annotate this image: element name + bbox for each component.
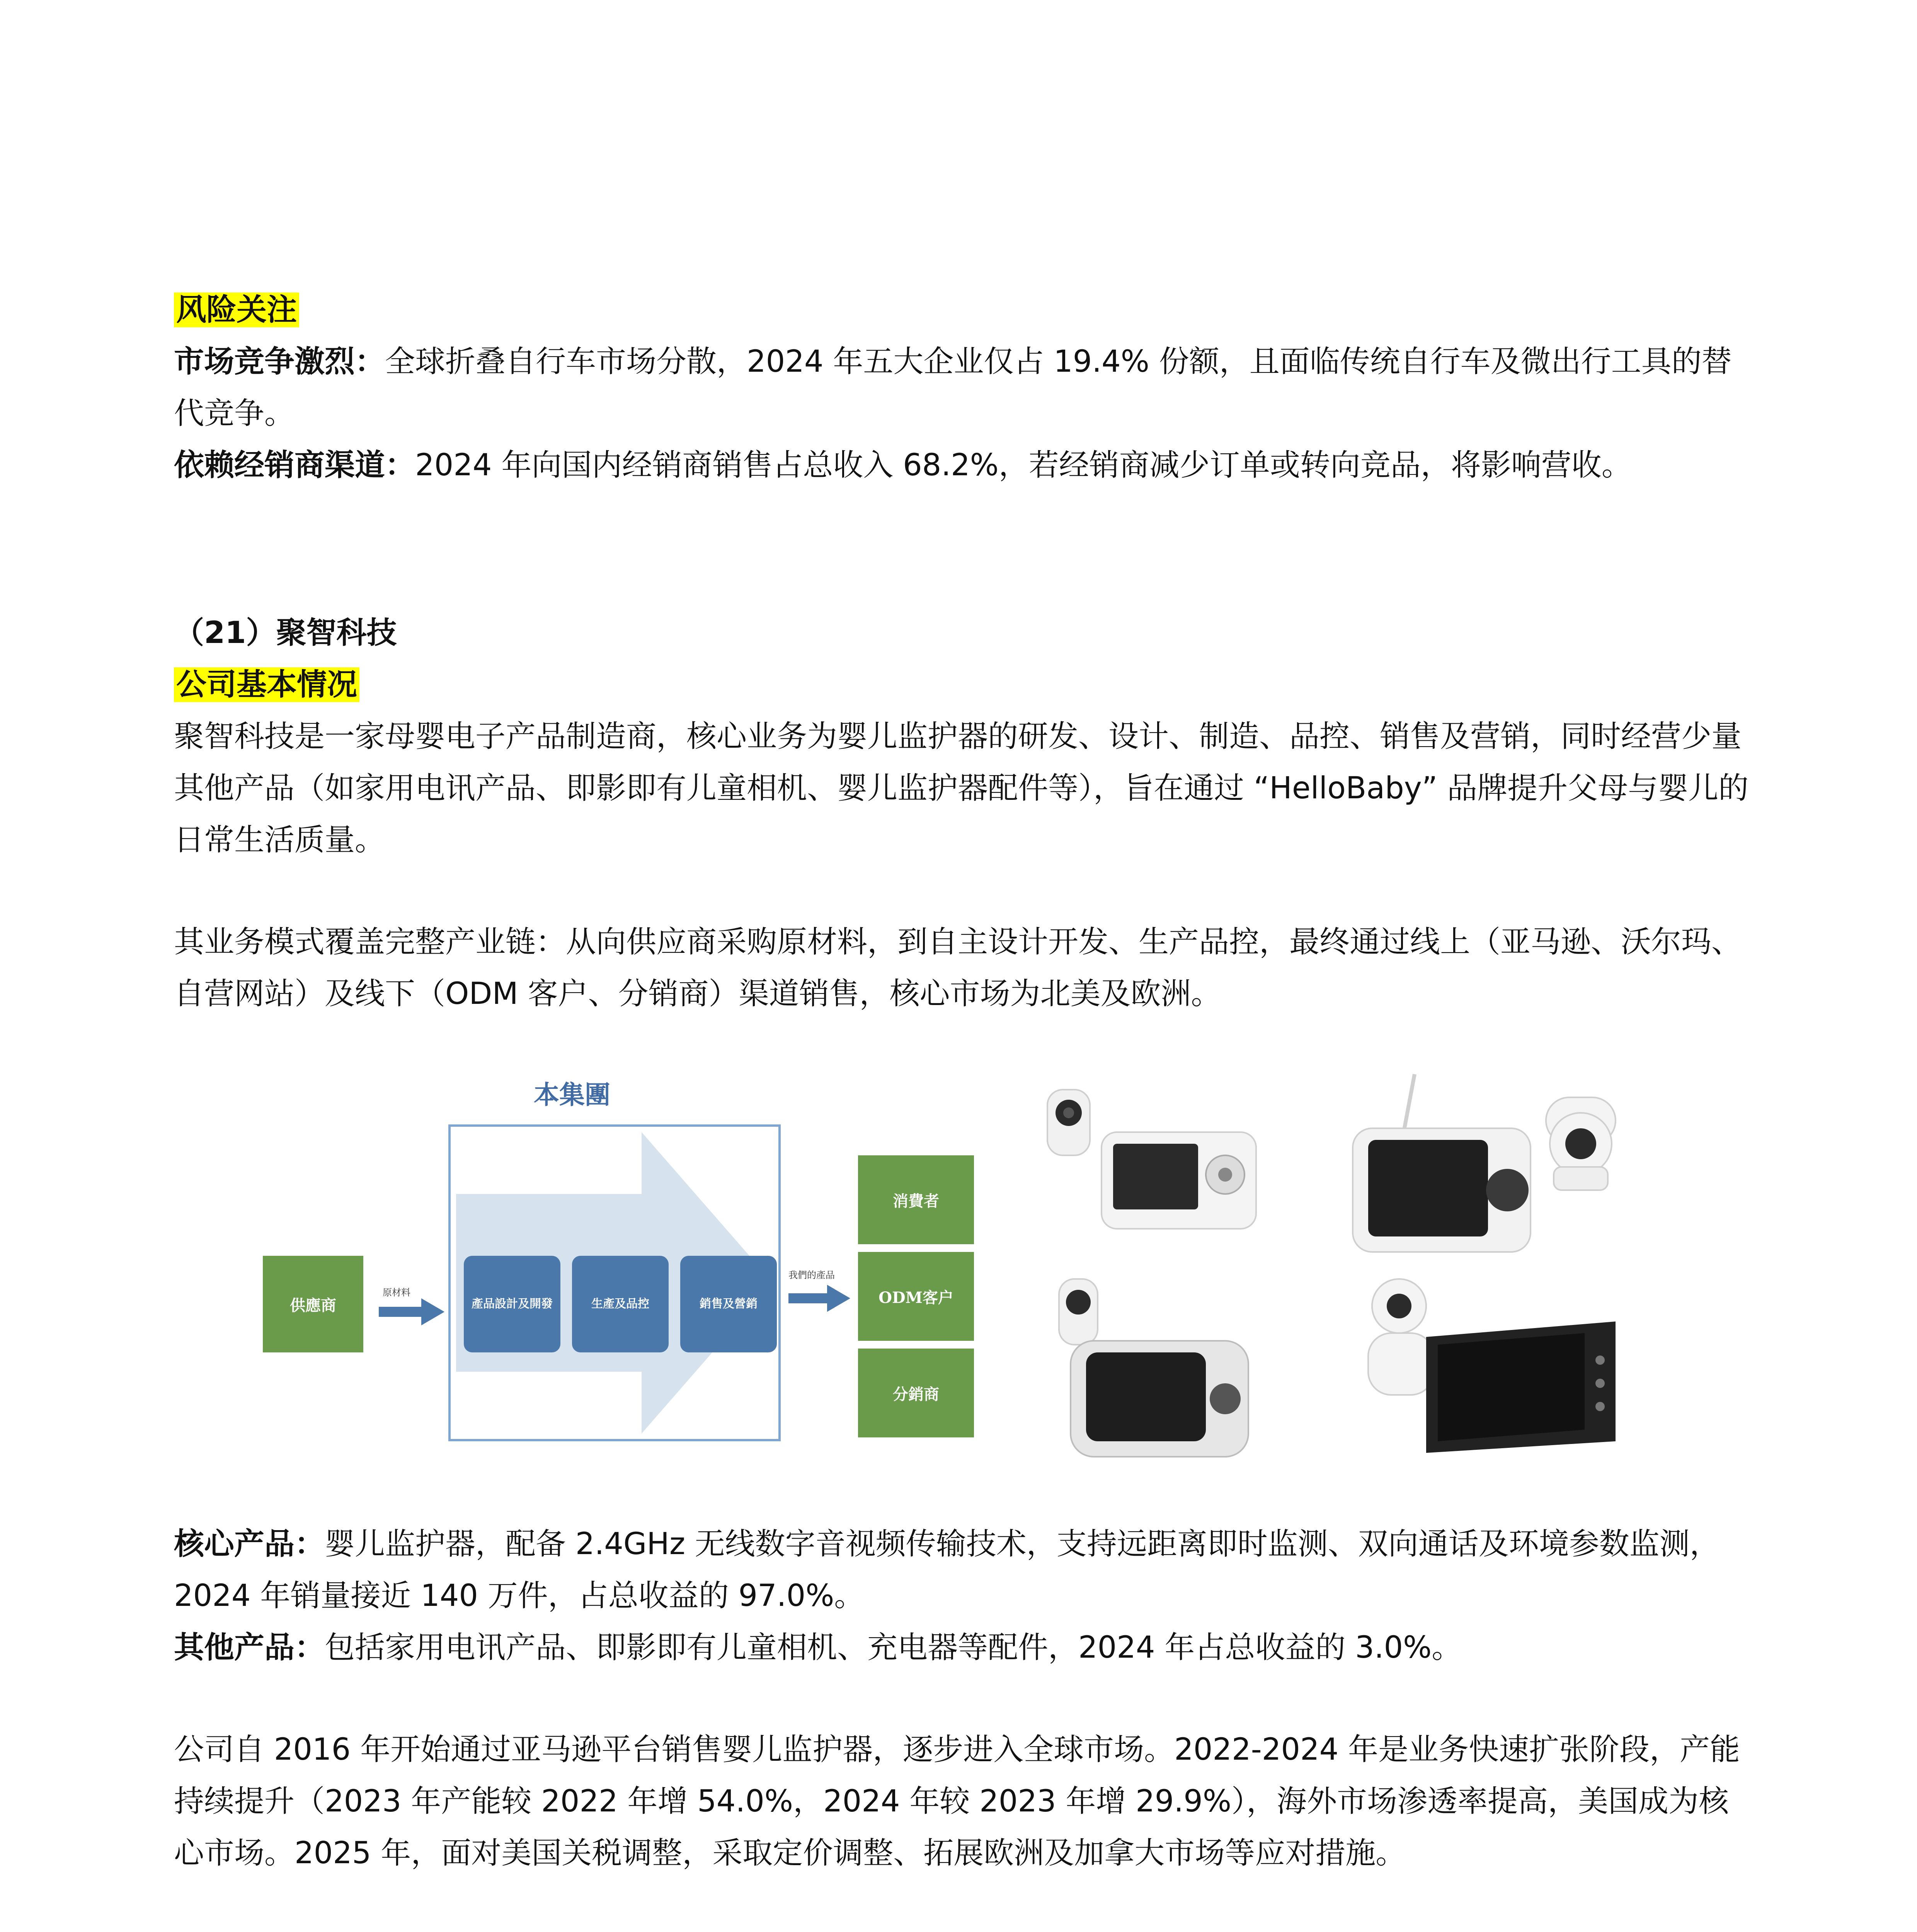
step-production-box: 生產及品控	[572, 1256, 669, 1352]
history-paragraph: 公司自 2016 年开始通过亚马逊平台销售婴儿监护器，逐步进入全球市场。2022-2024 年是业务快速扩张阶段，产能持续提升（2023 年产能较 2022 年增 54.0%，2024 年较 2023 年增 29.9%），海外市场渗透率提高，美国成为核心市场。2025 年，面对美国关税调整，采取定价调整、拓展欧洲及加拿大市场等应对措施。	[174, 1732, 1740, 1871]
risk-item-1-label: 市场竞争激烈：	[174, 344, 385, 379]
section-title: （21）聚智科技	[174, 616, 397, 650]
product-photo-2	[1345, 1066, 1623, 1260]
core-product-text: 婴儿监护器，配备 2.4GHz 无线数字音视频传输技术，支持远距离即时监测、双向通话及环境参数监测，2024 年销量接近 140 万件，占总收益的 97.0%。	[174, 1527, 1720, 1613]
business-flow-diagram	[255, 1074, 989, 1461]
other-product-text: 包括家用电讯产品、即影即有儿童相机、充电器等配件，2024 年占总收益的 3.0%。	[325, 1630, 1462, 1665]
product-photo-4	[1345, 1275, 1623, 1461]
our-products-label: 我們的產品	[788, 1270, 835, 1281]
other-product	[174, 1622, 1759, 1673]
product-photo-1	[1044, 1066, 1268, 1248]
company-intro-paragraph: 聚智科技是一家母婴电子产品制造商，核心业务为婴儿监护器的研发、设计、制造、品控、销售及营销，同时经营少量其他产品（如家用电讯产品、即影即有儿童相机、婴儿监护器配件等），旨在通过 “HelloBaby” 品牌提升父母与婴儿的日常生活质量。	[174, 719, 1749, 857]
risk-heading-line	[174, 284, 1759, 336]
basic-heading-line	[174, 659, 1759, 711]
risk-item-1	[174, 336, 1759, 439]
core-product-label: 核心产品：	[174, 1527, 325, 1561]
risk-item-1-text: 全球折叠自行车市场分散，2024 年五大企业仅占 19.4% 份额，且面临传统自行车及微出行工具的替代竞争。	[174, 344, 1732, 431]
basic-heading: 公司基本情况	[174, 667, 359, 702]
odm-box: ODM客户	[858, 1252, 974, 1341]
group-title: 本集團	[534, 1080, 610, 1110]
arrow-right-icon	[788, 1285, 850, 1312]
product-photo-3	[1044, 1271, 1268, 1464]
business-model-paragraph: 其业务模式覆盖完整产业链：从向供应商采购原材料，到自主设计开发、生产品控，最终通过线上（亚马逊、沃尔玛、自营网站）及线下（ODM 客户、分销商）渠道销售，核心市场为北美及欧洲。	[174, 925, 1742, 1011]
risk-item-2-text: 2024 年向国内经销商销售占总收入 68.2%，若经销商减少订单或转向竞品，将影响营收。	[415, 448, 1632, 483]
risk-item-2	[174, 439, 1759, 491]
consumer-box: 消費者	[858, 1155, 974, 1244]
business-figure	[255, 1074, 1631, 1468]
core-product	[174, 1518, 1759, 1622]
arrow-right-icon	[379, 1298, 444, 1325]
supplier-box: 供應商	[263, 1256, 363, 1352]
other-product-label: 其他产品：	[174, 1630, 325, 1665]
step-sales-box: 銷售及營銷	[680, 1256, 777, 1352]
risk-item-2-label: 依赖经销商渠道：	[174, 448, 415, 483]
distributor-box: 分銷商	[858, 1349, 974, 1437]
risk-heading: 风险关注	[174, 293, 299, 327]
step-design-box: 產品設計及開發	[464, 1256, 560, 1352]
raw-material-label: 原材料	[383, 1287, 410, 1298]
